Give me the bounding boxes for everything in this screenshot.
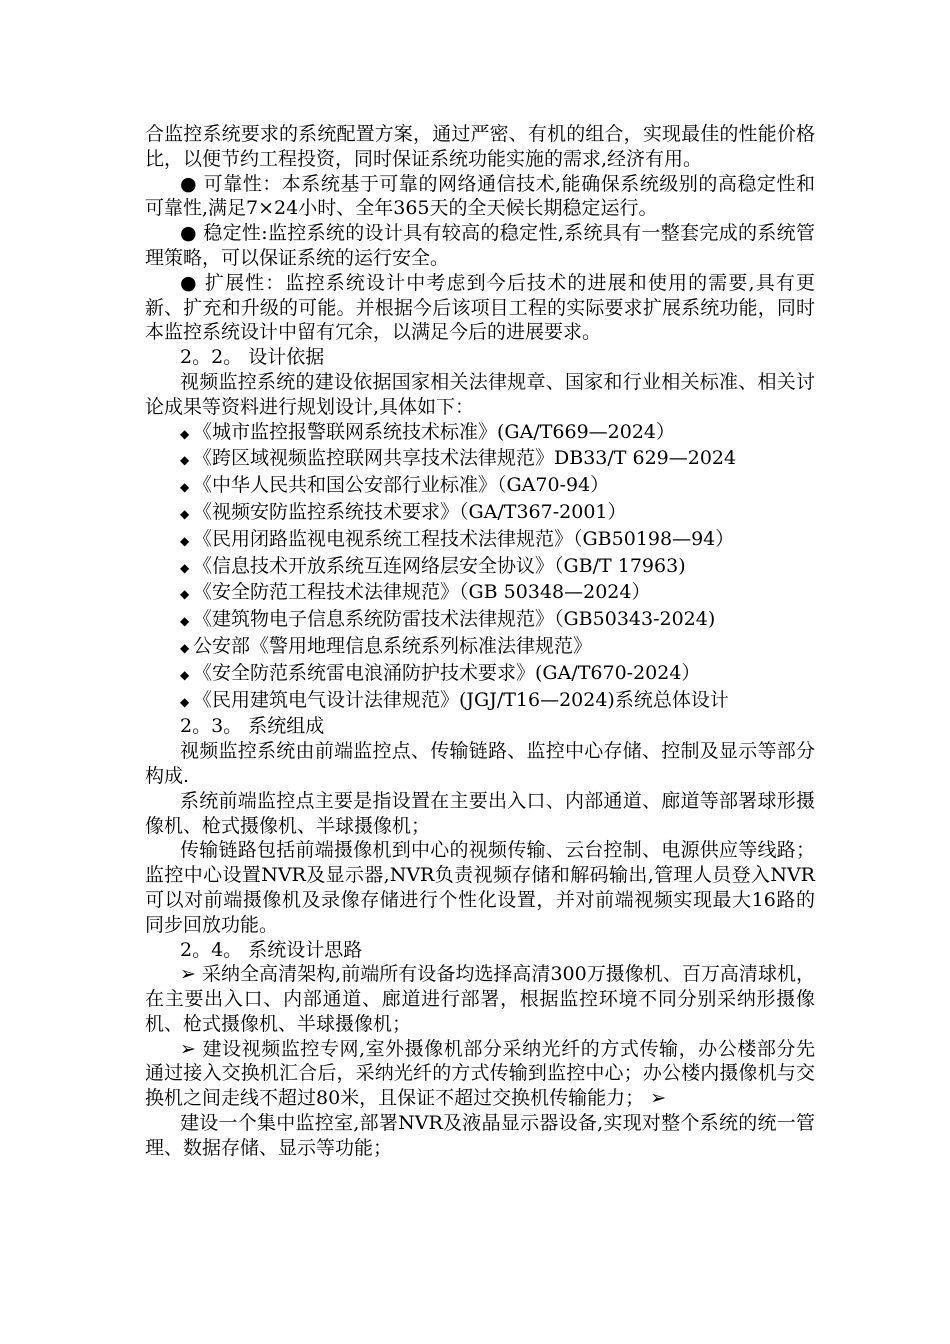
diamond-bullet-icon: ◆ bbox=[180, 587, 190, 602]
diamond-bullet-icon: ◆ bbox=[180, 453, 190, 468]
body-paragraph: ➢ 采纳全高清架构,前端所有设备均选择高清300万摄像机、百万高清球机，在主要出入口、内部通道、廊道进行部署，根据监控环境不同分别采纳形摄像机、枪式摄像机、半球摄像机； bbox=[145, 963, 815, 1035]
standard-list-item bbox=[145, 607, 815, 634]
standard-title: 《民用建筑电气设计法律规范》(JGJ/T16—2024)系统总体设计 bbox=[193, 688, 729, 711]
diamond-bullet-icon: ◆ bbox=[180, 667, 190, 682]
diamond-bullet-icon: ◆ bbox=[180, 640, 190, 655]
diamond-bullet-icon: ◆ bbox=[180, 614, 190, 629]
body-paragraph: ● 扩展性：监控系统设计中考虑到今后技术的进展和使用的需要,具有更新、扩充和升级的可能。并根据今后该项目工程的实际要求扩展系统功能，同时本监控系统设计中留有冗余，以满足今后的进展要求。 bbox=[145, 271, 815, 344]
standard-list-item bbox=[145, 473, 815, 500]
standard-title: 《中华人民共和国公安部行业标准》（GA70-94） bbox=[193, 474, 610, 497]
standard-list-item bbox=[145, 420, 815, 447]
standard-title: 《城市监控报警联网系统技术标准》(GA/T669—2024） bbox=[193, 420, 676, 443]
body-paragraph: 合监控系统要求的系统配置方案，通过严密、有机的组合，实现最佳的性能价格比，以便节约工程投资，同时保证系统功能实施的需求,经济有用。 bbox=[145, 123, 815, 170]
standard-title: 《安全防范系统雷电浪涌防护技术要求》(GA/T670-2024） bbox=[193, 661, 701, 684]
standard-list-item bbox=[145, 634, 815, 661]
standard-title: 《视频安防监控系统技术要求》（GA/T367-2001） bbox=[193, 500, 627, 523]
diamond-bullet-icon: ◆ bbox=[180, 533, 190, 548]
body-paragraph: 视频监控系统的建设依据国家相关法律规章、国家和行业相关标准、相关讨论成果等资料进行规划设计,具体如下： bbox=[145, 370, 815, 418]
body-paragraph: ● 稳定性:监控系统的设计具有较高的稳定性,系统具有一整套完成的系统管理策略，可以保证系统的运行安全。 bbox=[145, 222, 815, 269]
section-heading: 2。3。 系统组成 bbox=[180, 715, 325, 738]
standard-list-item bbox=[145, 527, 815, 554]
diamond-bullet-icon: ◆ bbox=[180, 480, 190, 495]
body-paragraph: ● 可靠性：本系统基于可靠的网络通信技术,能确保系统级别的高稳定性和可靠性,满足7×24小时、全年365天的全天候长期稳定运行。 bbox=[145, 172, 815, 220]
standard-title: 《跨区域视频监控联网共享技术法律规范》DB33/T 629—2024 bbox=[193, 447, 737, 470]
standard-list-item bbox=[145, 580, 815, 607]
diamond-bullet-icon: ◆ bbox=[180, 694, 190, 709]
section-heading: 2。2。 设计依据 bbox=[180, 346, 325, 369]
section-heading: 2。4。 系统设计思路 bbox=[180, 938, 363, 961]
body-paragraph: 系统前端监控点主要是指设置在主要出入口、内部通道、廊道等部署球形摄像机、枪式摄像机、半球摄像机； bbox=[145, 789, 815, 837]
diamond-bullet-icon: ◆ bbox=[180, 560, 190, 575]
body-paragraph: 视频监控系统由前端监控点、传输链路、监控中心存储、控制及显示等部分构成. bbox=[145, 740, 815, 787]
standard-title: 《建筑物电子信息系统防雷技术法律规范》（GB50343-2024) bbox=[193, 608, 716, 631]
standard-title: 《安全防范工程技术法律规范》（GB 50348—2024） bbox=[193, 581, 651, 604]
standard-list-item bbox=[145, 688, 815, 715]
body-paragraph: 建设一个集中监控室,部署NVR及液晶显示器设备,实现对整个系统的统一管理、数据存储、显示等功能； bbox=[145, 1112, 815, 1159]
body-paragraph: ➢ 建设视频监控专网,室外摄像机部分采纳光纤的方式传输，办公楼部分先通过接入交换机汇合后，采纳光纤的方式传输到监控中心；办公楼内摄像机与交换机之间走线不超过80米，且保证不超过交换机传输能力； ➢ bbox=[145, 1037, 815, 1110]
standard-list-item bbox=[145, 661, 815, 688]
document-body bbox=[145, 122, 815, 1161]
diamond-bullet-icon: ◆ bbox=[180, 426, 190, 441]
diamond-bullet-icon: ◆ bbox=[180, 506, 190, 521]
standard-title: 《信息技术开放系统互连网络层安全协议》（GB/T 17963) bbox=[193, 554, 686, 577]
standard-list-item bbox=[145, 500, 815, 527]
standard-list-item bbox=[145, 554, 815, 581]
standard-title: 《民用闭路监视电视系统工程技术法律规范》（GB50198—94） bbox=[193, 527, 735, 550]
body-paragraph: 传输链路包括前端摄像机到中心的视频传输、云台控制、电源供应等线路； 监控中心设置NVR及显示器,NVR负责视频存储和解码输出,管理人员登入NVR可以对前端摄像机及录像存储进行个性化设置，并对前端视频实现最大16路的同步回放功能。 bbox=[145, 839, 815, 936]
standard-list-item bbox=[145, 446, 815, 473]
standard-title: 公安部《警用地理信息系统系列标准法律规范》 bbox=[193, 634, 593, 657]
